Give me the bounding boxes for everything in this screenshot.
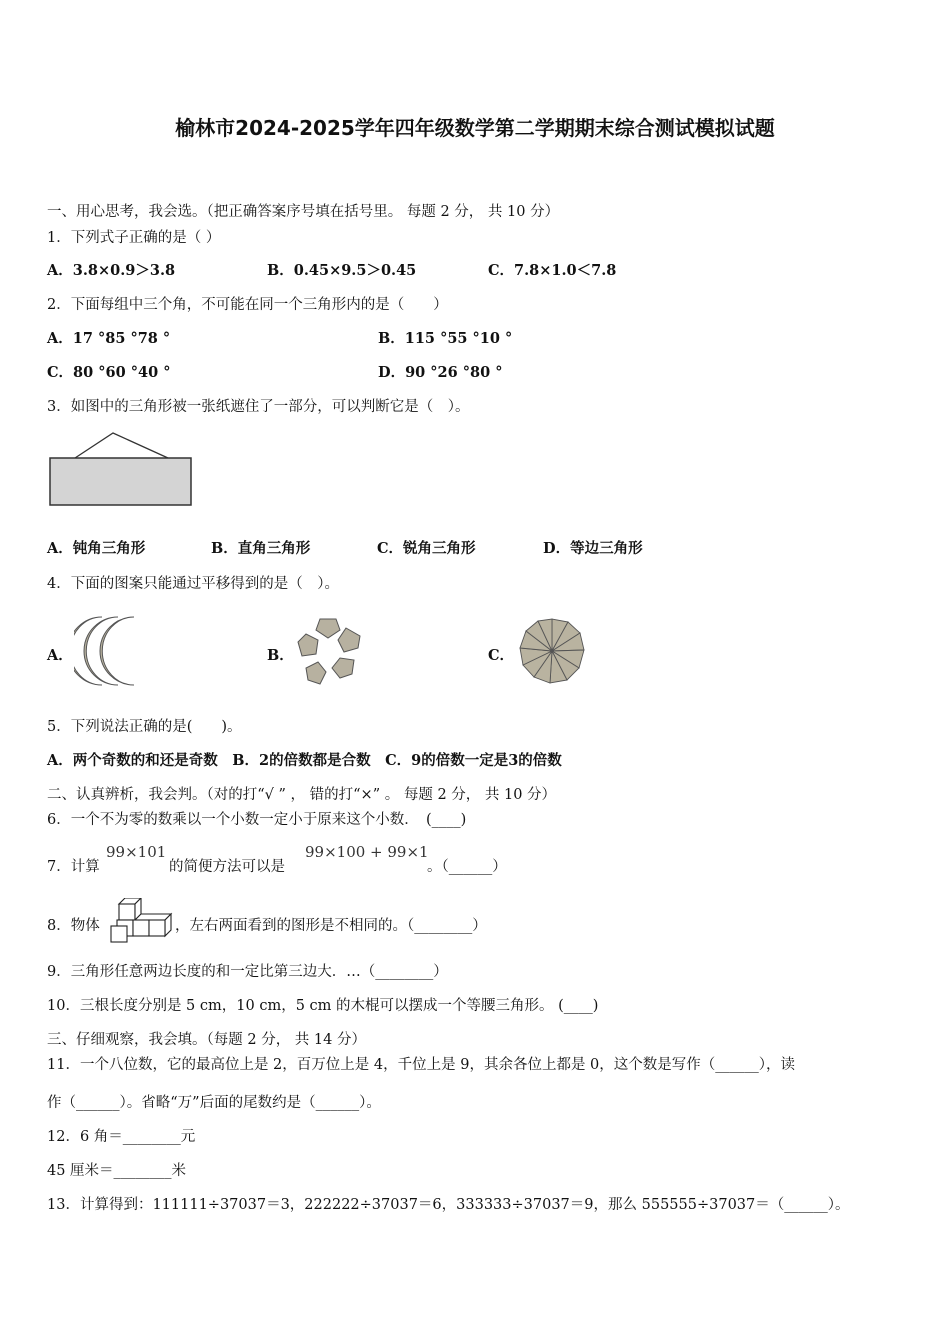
q2-stem: 2．下面每组中三个角，不可能在同一个三角形内的是（ ） bbox=[47, 297, 448, 313]
crescent-pattern-image bbox=[74, 613, 156, 689]
q12-line1: 12．6 角＝________元 bbox=[47, 1129, 196, 1145]
q4-option-a: A． bbox=[47, 647, 73, 664]
q7-expression-2: 99×100 + 99×1 bbox=[305, 843, 429, 861]
q12-line2: 45 厘米＝________米 bbox=[47, 1163, 187, 1179]
page-title: 榆林市2024-2025学年四年级数学第二学期期末综合测试模拟试题 bbox=[175, 116, 775, 140]
q2-option-c: C．80 °60 °40 ° bbox=[47, 364, 171, 381]
q3-option-b: B．直角三角形 bbox=[211, 540, 311, 557]
q1-option-a: A．3.8×0.9＞3.8 bbox=[47, 262, 176, 279]
q3-option-d: D．等边三角形 bbox=[543, 540, 643, 557]
cube-stack-image bbox=[103, 898, 173, 944]
q2-option-a: A．17 °85 °78 ° bbox=[47, 330, 171, 347]
section2-heading: 二、认真辨析，我会判。（对的打“√ ” ， 错的打“×” 。 每题 2 分， 共 10 分） bbox=[47, 787, 557, 803]
q8-prefix: 8．物体 bbox=[47, 918, 100, 934]
section1-heading: 一、用心思考，我会选。（把正确答案序号填在括号里。 每题 2 分， 共 10 分） bbox=[47, 204, 560, 220]
q6-text: 6．一个不为零的数乘以一个小数一定小于原来这个小数． (____) bbox=[47, 812, 467, 828]
q10-text: 10．三根长度分别是 5 cm，10 cm，5 cm 的木棍可以摆成一个等腰三角形。 (____) bbox=[47, 998, 599, 1014]
q7-prefix: 7．计算 bbox=[47, 859, 100, 875]
q4-stem: 4．下面的图案只能通过平移得到的是（ ）。 bbox=[47, 576, 339, 592]
q11-line2: 作（______）。省略“万”后面的尾数约是（______）。 bbox=[47, 1095, 381, 1111]
q1-stem: 1．下列式子正确的是（ ） bbox=[47, 230, 221, 246]
q13-text: 13．计算得到：111111÷37037＝3，222222÷37037＝6，333333÷37037＝9，那么 555555÷37037＝（______）。 bbox=[47, 1197, 850, 1213]
q8-suffix: ，左右两面看到的图形是不相同的。（________） bbox=[175, 918, 487, 934]
pentagon-pattern-image bbox=[296, 616, 368, 686]
q7-suffix: 。（______） bbox=[427, 859, 507, 875]
q3-option-c: C．锐角三角形 bbox=[377, 540, 476, 557]
q3-figure bbox=[45, 428, 197, 510]
q4-option-c: C． bbox=[488, 647, 515, 664]
q5-stem: 5．下列说法正确的是( )。 bbox=[47, 719, 242, 735]
q7-middle: 的简便方法可以是 bbox=[169, 859, 285, 875]
q2-option-d: D．90 °26 °80 ° bbox=[378, 364, 503, 381]
q11-line1: 11．一个八位数，它的最高位上是 2，百万位上是 4，千位上是 9，其余各位上都是 0，这个数是写作（______），读 bbox=[47, 1057, 796, 1073]
q2-option-b: B．115 °55 °10 ° bbox=[378, 330, 513, 347]
q5-options: A．两个奇数的和还是奇数 B．2的倍数都是合数 C．9的倍数一定是3的倍数 bbox=[47, 752, 562, 769]
q1-option-b: B．0.45×9.5＞0.45 bbox=[267, 262, 417, 279]
q1-option-c: C．7.8×1.0＜7.8 bbox=[488, 262, 617, 279]
q9-text: 9．三角形任意两边长度的和一定比第三边大．…（________） bbox=[47, 964, 448, 980]
q3-option-a: A．钝角三角形 bbox=[47, 540, 146, 557]
pinwheel-pattern-image bbox=[517, 616, 587, 686]
q7-expression-1: 99×101 bbox=[106, 843, 167, 861]
q4-option-b: B． bbox=[267, 647, 294, 664]
q3-stem: 3．如图中的三角形被一张纸遮住了一部分，可以判断它是（ ）。 bbox=[47, 399, 470, 415]
section3-heading: 三、仔细观察，我会填。（每题 2 分， 共 14 分） bbox=[47, 1032, 366, 1048]
